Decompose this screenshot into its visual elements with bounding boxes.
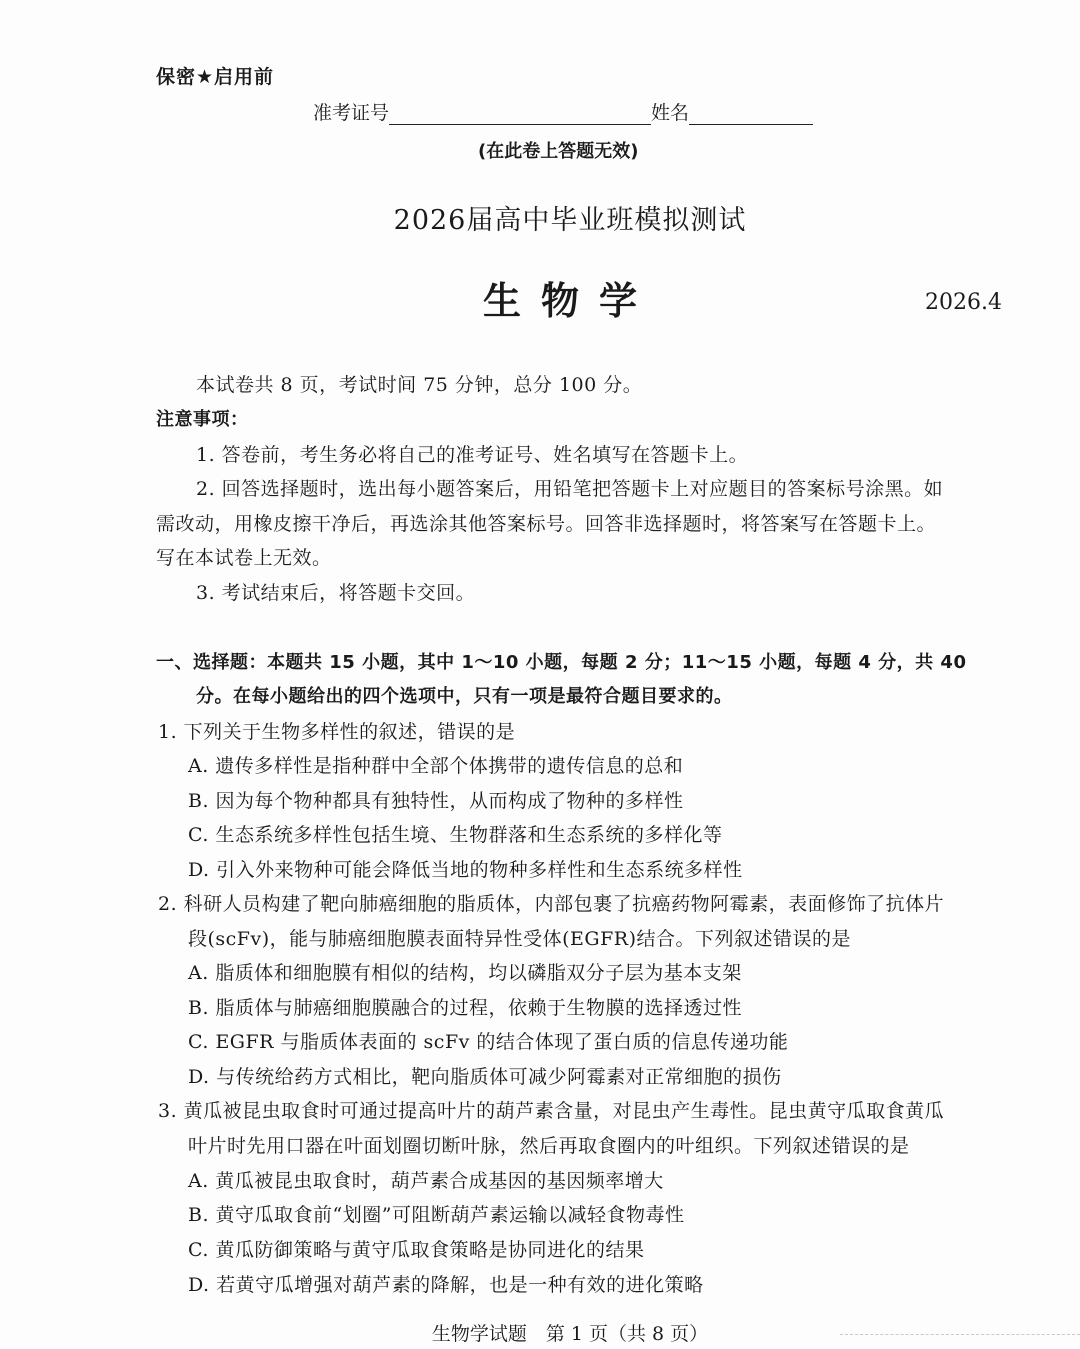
confidential-label: 保密★启用前: [156, 66, 275, 88]
exam-number-label: 准考证号: [313, 102, 390, 124]
notes-item-2-line-3: 写在本试卷上无效。: [156, 547, 332, 569]
question-2-option-a: A. 脂质体和细胞膜有相似的结构，均以磷脂双分子层为基本支架: [188, 962, 742, 984]
exam-number-blank: [389, 106, 651, 125]
page-footer: 生物学试题 第 1 页（共 8 页）: [431, 1323, 709, 1345]
question-1-option-c: C. 生态系统多样性包括生境、生物群落和生态系统的多样化等: [188, 824, 723, 846]
question-3-option-a: A. 黄瓜被昆虫取食时，葫芦素合成基因的基因频率增大: [188, 1170, 664, 1192]
answer-invalid-notice: (在此卷上答题无效): [478, 141, 639, 162]
question-2-option-d: D. 与传统给药方式相比，靶向脂质体可减少阿霉素对正常细胞的损伤: [188, 1066, 782, 1088]
question-2-option-c: C. EGFR 与脂质体表面的 scFv 的结合体现了蛋白质的信息传递功能: [188, 1031, 789, 1053]
name-label: 姓名: [651, 102, 690, 124]
notes-item-2-line-2: 需改动，用橡皮擦干净后，再选涂其他答案标号。回答非选择题时，将答案写在答题卡上。: [156, 513, 937, 535]
question-1-stem: 1. 下列关于生物多样性的叙述，错误的是: [158, 721, 516, 743]
question-3-option-d: D. 若黄守瓜增强对葫芦素的降解，也是一种有效的进化策略: [188, 1274, 704, 1296]
exam-title: 2026届高中毕业班模拟测试: [393, 205, 747, 236]
notes-heading: 注意事项：: [156, 409, 249, 430]
question-1-option-a: A. 遗传多样性是指种群中全部个体携带的遗传信息的总和: [188, 755, 684, 777]
exam-number-row: [313, 98, 813, 125]
intro-text: 本试卷共 8 页，考试时间 75 分钟，总分 100 分。: [196, 374, 643, 396]
exam-date: 2026.4: [925, 290, 1002, 315]
question-3-stem-line-1: 3. 黄瓜被昆虫取食时可通过提高叶片的葫芦素含量，对昆虫产生毒性。昆虫黄守瓜取食黄瓜: [158, 1100, 945, 1122]
question-3-option-b: B. 黄守瓜取食前“划圈”可阻断葫芦素运输以减轻食物毒性: [188, 1204, 685, 1226]
section-heading-line-2: 分。在每小题给出的四个选项中，只有一项是最符合题目要求的。: [196, 686, 733, 707]
question-3-stem-line-2: 叶片时先用口器在叶面划圈切断叶脉，然后再取食圈内的叶组织。下列叙述错误的是: [188, 1135, 910, 1157]
question-2-stem-line-2: 段(scFv)，能与肺癌细胞膜表面特异性受体(EGFR)结合。下列叙述错误的是: [188, 928, 851, 950]
question-1-option-d: D. 引入外来物种可能会降低当地的物种多样性和生态系统多样性: [188, 859, 743, 881]
notes-item-1: 1. 答卷前，考生务必将自己的准考证号、姓名填写在答题卡上。: [196, 444, 749, 466]
subject-title: 生物学: [482, 279, 657, 323]
question-3-option-c: C. 黄瓜防御策略与黄守瓜取食策略是协同进化的结果: [188, 1239, 645, 1261]
name-blank: [689, 106, 813, 125]
notes-item-2-line-1: 2. 回答选择题时，选出每小题答案后，用铅笔把答题卡上对应题目的答案标号涂黑。如: [196, 478, 944, 500]
question-2-stem-line-1: 2. 科研人员构建了靶向肺癌细胞的脂质体，内部包裹了抗癌药物阿霉素，表面修饰了抗体片: [158, 893, 945, 915]
scan-edge-divider: [840, 1334, 1080, 1349]
question-2-option-b: B. 脂质体与肺癌细胞膜融合的过程，依赖于生物膜的选择透过性: [188, 997, 743, 1019]
notes-item-3: 3. 考试结束后，将答题卡交回。: [196, 582, 476, 604]
section-heading-line-1: 一、选择题：本题共 15 小题，其中 1～10 小题，每题 2 分；11～15 小题，每题 4 分，共 40: [156, 652, 967, 673]
question-1-option-b: B. 因为每个物种都具有独特性，从而构成了物种的多样性: [188, 790, 684, 812]
